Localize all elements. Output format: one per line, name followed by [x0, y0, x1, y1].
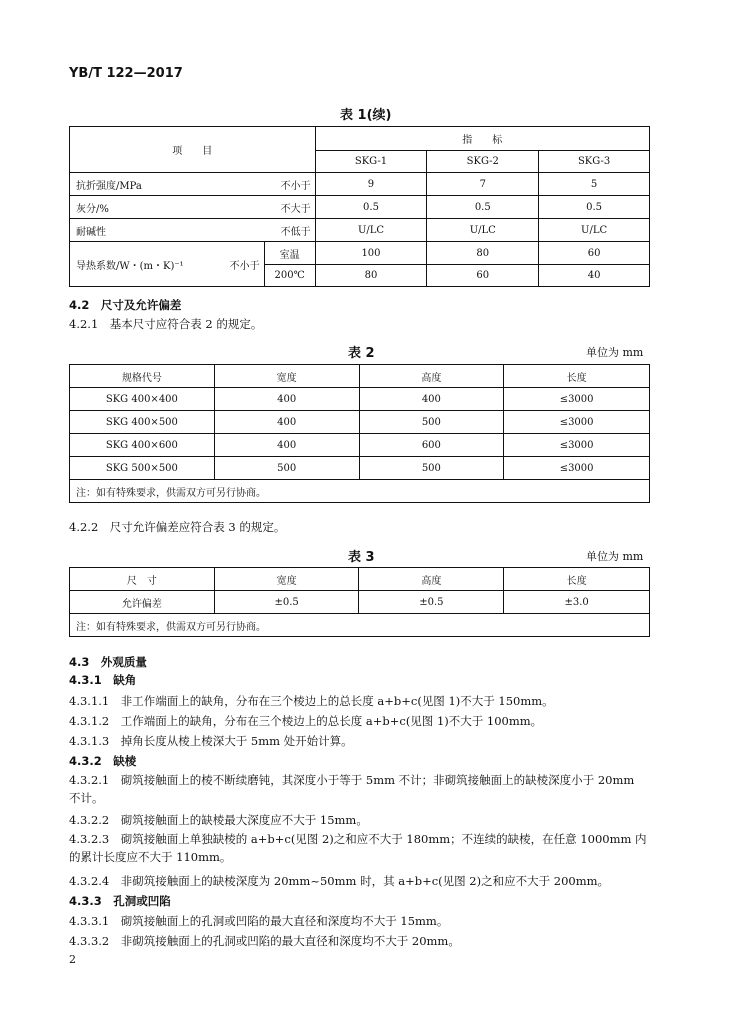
table3-note: 注：如有特殊要求，供需双方可另行协商。: [70, 614, 650, 637]
table1-cell: 60: [427, 265, 539, 287]
table1-cell: 80: [427, 242, 539, 265]
table3: [69, 567, 650, 637]
table1-thermal-cond: 不小于: [229, 260, 260, 272]
table1-thermal-name: 导热系数/W・(m・K)⁻¹: [76, 260, 184, 272]
section-4-3-1: 4.3.1 缺角: [69, 673, 137, 687]
table3-header: 尺 寸: [70, 568, 215, 591]
section-4-3-title: 4.3 外观质量: [69, 655, 147, 669]
table3-header: 宽度: [214, 568, 359, 591]
table2-cell: SKG 400×600: [70, 434, 215, 457]
table1-caption: 表 1(续): [340, 108, 392, 123]
table1-cell: 40: [539, 265, 650, 287]
table2-header: 高度: [359, 365, 504, 388]
table2-cell: 600: [359, 434, 504, 457]
para-4-3-3-1: 4.3.3.1 砌筑接触面上的孔洞或凹陷的最大直径和深度均不大于 15mm。: [69, 914, 449, 928]
table1-grade: SKG-1: [315, 151, 427, 173]
table1-cell: 80: [315, 265, 427, 287]
standard-code: YB/T 122—2017: [69, 66, 183, 81]
section-4-3-2: 4.3.2 缺棱: [69, 754, 137, 768]
table2-cell: 400: [214, 434, 359, 457]
para-4-3-2-3: 4.3.2.3 砌筑接触面上单独缺棱的 a+b+c(见图 2)之和应不大于 180mm；不连续的缺棱，在任意 1000mm 内的累计长度应不大于 110mm。: [69, 832, 647, 864]
table2-header: 规格代号: [70, 365, 215, 388]
table1-thermal-temp: 室温: [264, 242, 315, 265]
table1-index-header: 指 标: [315, 127, 649, 151]
table3-header: 长度: [504, 568, 650, 591]
table2-caption: 表 2: [348, 346, 375, 361]
table1-row-name: 耐碱性: [70, 219, 265, 242]
table2-note: 注：如有特殊要求，供需双方可另行协商。: [70, 480, 650, 503]
table3-unit: 单位为 mm: [586, 550, 644, 563]
table1-cell: 0.5: [539, 196, 650, 219]
table2-cell: ≤3000: [504, 434, 650, 457]
section-4-3-3: 4.3.3 孔洞或凹陷: [69, 894, 171, 908]
table2-unit: 单位为 mm: [586, 346, 644, 359]
page-number: 2: [69, 953, 76, 966]
table1-row-cond: 不低于: [264, 219, 315, 242]
para-4-3-1-1: 4.3.1.1 非工作端面上的缺角，分布在三个棱边上的总长度 a+b+c(见图 1)不大于 150mm。: [69, 694, 554, 708]
table1-row-cond: 不小于: [264, 173, 315, 196]
table2-cell: 400: [359, 388, 504, 411]
para-4-3-3-2: 4.3.3.2 非砌筑接触面上的孔洞或凹陷的最大直径和深度均不大于 20mm。: [69, 934, 460, 948]
table1-cell: 60: [539, 242, 650, 265]
para-4-3-1-2: 4.3.1.2 工作端面上的缺角，分布在三个棱边上的总长度 a+b+c(见图 1)不大于 100mm。: [69, 714, 543, 728]
table2-cell: 500: [214, 457, 359, 480]
table3-cell: 允许偏差: [70, 591, 215, 614]
table2-cell: 400: [214, 388, 359, 411]
table1-cell: 5: [539, 173, 650, 196]
table2-cell: SKG 500×500: [70, 457, 215, 480]
para-4-3-1-3: 4.3.1.3 掉角长度从棱上棱深大于 5mm 处开始计算。: [69, 734, 353, 748]
para-4-3-2-2: 4.3.2.2 砌筑接触面上的缺棱最大深度应不大于 15mm。: [69, 813, 368, 827]
table2-cell: 500: [359, 411, 504, 434]
section-4-2-title: 4.2 尺寸及允许偏差: [69, 298, 182, 312]
table2-cell: SKG 400×400: [70, 388, 215, 411]
table3-cell: ±3.0: [504, 591, 650, 614]
table1-row-name: 灰分/%: [70, 196, 265, 219]
table2-cell: SKG 400×500: [70, 411, 215, 434]
table1-cell: 0.5: [427, 196, 539, 219]
table1-cell: 0.5: [315, 196, 427, 219]
table1-cell: 7: [427, 173, 539, 196]
table1-grade: SKG-3: [539, 151, 650, 173]
table1: [69, 126, 650, 287]
table1-thermal-label: [70, 242, 265, 287]
table1-cell: U/LC: [315, 219, 427, 242]
table3-header: 高度: [359, 568, 504, 591]
section-4-2-1: 4.2.1 基本尺寸应符合表 2 的规定。: [69, 317, 263, 331]
table3-caption: 表 3: [348, 550, 375, 565]
table2-cell: ≤3000: [504, 457, 650, 480]
table2-header: 宽度: [214, 365, 359, 388]
table1-grade: SKG-2: [427, 151, 539, 173]
table3-cell: ±0.5: [359, 591, 504, 614]
para-4-3-2-4: 4.3.2.4 非砌筑接触面上的缺棱深度为 20mm~50mm 时，其 a+b+c(见图 2)之和应不大于 200mm。: [69, 874, 610, 888]
table1-cell: 9: [315, 173, 427, 196]
para-4-3-2-1: 4.3.2.1 砌筑接触面上的棱不断续磨钝，其深度小于等于 5mm 不计；非砌筑接触面上的缺棱深度小于 20mm 不计。: [69, 773, 635, 805]
table1-thermal-temp: 200℃: [264, 265, 315, 287]
table2: [69, 364, 650, 503]
table1-row-cond: 不大于: [264, 196, 315, 219]
table2-cell: 400: [214, 411, 359, 434]
table2-cell: ≤3000: [504, 388, 650, 411]
table2-cell: ≤3000: [504, 411, 650, 434]
table1-cell: 100: [315, 242, 427, 265]
table1-item-header: 项 目: [70, 127, 316, 173]
table1-cell: U/LC: [539, 219, 650, 242]
table2-header: 长度: [504, 365, 650, 388]
section-4-2-2: 4.2.2 尺寸允许偏差应符合表 3 的规定。: [69, 520, 286, 534]
table1-row-name: 抗折强度/MPa: [70, 173, 265, 196]
table2-cell: 500: [359, 457, 504, 480]
table3-cell: ±0.5: [214, 591, 359, 614]
table1-cell: U/LC: [427, 219, 539, 242]
